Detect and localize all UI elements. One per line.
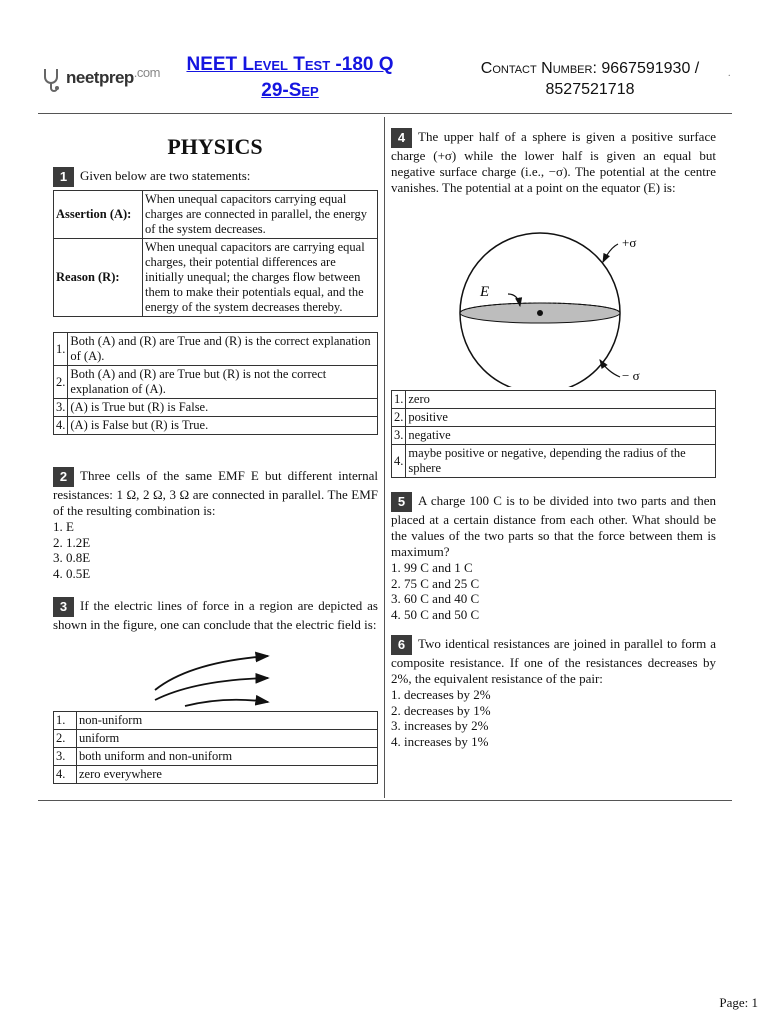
option-text[interactable]: maybe positive or negative, depending the radius of the sphere: [406, 445, 716, 478]
section-title: PHYSICS: [167, 134, 263, 159]
option-row[interactable]: [392, 427, 716, 445]
option[interactable]: 4. 0.5E: [53, 565, 91, 581]
option-text[interactable]: both uniform and non-uniform: [77, 748, 378, 766]
title-line2[interactable]: 29-Sep: [261, 80, 319, 101]
assertion-text: When unequal capacitors carrying equal charges are connected in parallel, the energy of the system decreases.: [143, 191, 378, 239]
field-line: [155, 678, 268, 700]
question-1: [53, 167, 378, 435]
option-number: 4.: [54, 417, 68, 435]
option-row[interactable]: [392, 409, 716, 427]
reason-text: When unequal capacitors are carrying equal charges, their potential differences are initially unequal; the charges flow between them to make their potentials equal, and the energy of the system decreases thereby.: [143, 239, 378, 317]
option-row[interactable]: [54, 366, 378, 399]
field-lines-figure: [150, 650, 275, 708]
column-divider: [384, 117, 385, 798]
question-5: [391, 492, 716, 622]
field-line: [185, 700, 268, 706]
option[interactable]: 1. decreases by 2%: [391, 687, 491, 702]
option[interactable]: 4. increases by 1%: [391, 733, 489, 749]
question-number: 1: [53, 167, 74, 187]
option-number: 1.: [54, 333, 68, 366]
contact-info: [440, 58, 740, 100]
option[interactable]: 2. decreases by 1%: [391, 702, 491, 718]
options-list: [391, 560, 716, 622]
option[interactable]: 1. 99 C and 1 C: [391, 560, 473, 575]
options-list: [391, 687, 716, 749]
option-number: 2.: [54, 366, 68, 399]
page-number: Page: 1: [719, 995, 758, 1010]
option-text[interactable]: non-uniform: [77, 712, 378, 730]
question-3: [53, 597, 378, 633]
question-number: 4: [391, 128, 412, 148]
question-4: [391, 128, 716, 196]
option-text[interactable]: zero: [406, 391, 716, 409]
option-text[interactable]: Both (A) and (R) are True but (R) is not the correct explanation of (A).: [68, 366, 378, 399]
question-text: If the electric lines of force in a region are depicted as shown in the figure, one can conclude that the electric field is:: [53, 597, 378, 632]
option-number: 4.: [54, 766, 77, 784]
field-line: [155, 656, 268, 690]
options-table: [53, 711, 378, 784]
stethoscope-icon: [40, 66, 64, 94]
reason-label: Reason (R):: [54, 239, 143, 317]
option[interactable]: 1. E: [53, 519, 74, 534]
option-text[interactable]: positive: [406, 409, 716, 427]
question-2: [53, 467, 378, 581]
question-text: Two identical resistances are joined in parallel to form a composite resistance. If one of the resistances decreases by 2%, the equivalent resistance of the pair:: [391, 635, 716, 686]
question-text: A charge 100 C is to be divided into two parts and then placed at a certain distance from each other. What should be the values of the two parts so that the force between them is maximum?: [391, 492, 716, 559]
option-number: 3.: [54, 748, 77, 766]
question-text: Given below are two statements:: [80, 167, 251, 183]
option-text[interactable]: zero everywhere: [77, 766, 378, 784]
assertion-reason-table: [53, 190, 378, 317]
question-number: 6: [391, 635, 412, 655]
question-text: Three cells of the same EMF E but different internal resistances: 1 Ω, 2 Ω, 3 Ω are connected in parallel. The EMF of the resulting combination is:: [53, 467, 378, 518]
question-text: The upper half of a sphere is given a positive surface charge (+σ) while the lower half is given an equal but negative surface charge (i.e., −σ). The potential at the centre vanishes. The potential at a point on the equator (E) is:: [391, 128, 716, 195]
option-number: 3.: [54, 399, 68, 417]
option-number: 4.: [392, 445, 406, 478]
option-text[interactable]: uniform: [77, 730, 378, 748]
sphere-figure: [450, 232, 660, 387]
header-dot: .: [728, 68, 731, 79]
question-number: 3: [53, 597, 74, 617]
option-row[interactable]: [54, 748, 378, 766]
option-row[interactable]: [54, 766, 378, 784]
contact-phone-2: 8527521718: [545, 81, 635, 98]
footer-divider: [38, 800, 732, 801]
option-text[interactable]: negative: [406, 427, 716, 445]
option-text[interactable]: (A) is True but (R) is False.: [68, 399, 378, 417]
option-row[interactable]: [54, 333, 378, 366]
option[interactable]: 3. 0.8E: [53, 550, 91, 566]
option-number: 1.: [54, 712, 77, 730]
question-6: [391, 635, 716, 749]
contact-label: Contact Number:: [480, 60, 597, 77]
logo-text: neetprep$^{.com}$: [66, 65, 160, 87]
question-number: 5: [391, 492, 412, 512]
option[interactable]: 2. 75 C and 25 C: [391, 575, 480, 591]
title-line1[interactable]: NEET Level Test -180 Q: [186, 54, 394, 75]
option[interactable]: 4. 50 C and 50 C: [391, 606, 480, 622]
test-title[interactable]: [150, 52, 430, 104]
option-row[interactable]: [392, 391, 716, 409]
label-plus-sigma: +σ: [622, 235, 637, 250]
option-number: 3.: [392, 427, 406, 445]
contact-phone-1: 9667591930 /: [601, 60, 700, 77]
option-number: 2.: [54, 730, 77, 748]
option-row[interactable]: [392, 445, 716, 478]
options-table: [53, 332, 378, 435]
option-row[interactable]: [54, 730, 378, 748]
option-row[interactable]: [54, 712, 378, 730]
question-number: 2: [53, 467, 74, 487]
option-row[interactable]: [54, 417, 378, 435]
assertion-label: Assertion (A):: [54, 191, 143, 239]
option[interactable]: 3. increases by 2%: [391, 718, 489, 734]
neetprep-logo: [40, 65, 160, 94]
option-number: 2.: [392, 409, 406, 427]
label-minus-sigma: − σ: [622, 368, 640, 383]
options-table: [391, 390, 716, 478]
header-divider: [38, 113, 732, 114]
option[interactable]: 2. 1.2E: [53, 534, 91, 550]
option-text[interactable]: Both (A) and (R) are True and (R) is the correct explanation of (A).: [68, 333, 378, 366]
option[interactable]: 3. 60 C and 40 C: [391, 591, 480, 607]
option-number: 1.: [392, 391, 406, 409]
option-row[interactable]: [54, 399, 378, 417]
options-list: [53, 519, 378, 581]
option-text[interactable]: (A) is False but (R) is True.: [68, 417, 378, 435]
label-e: E: [480, 284, 490, 300]
